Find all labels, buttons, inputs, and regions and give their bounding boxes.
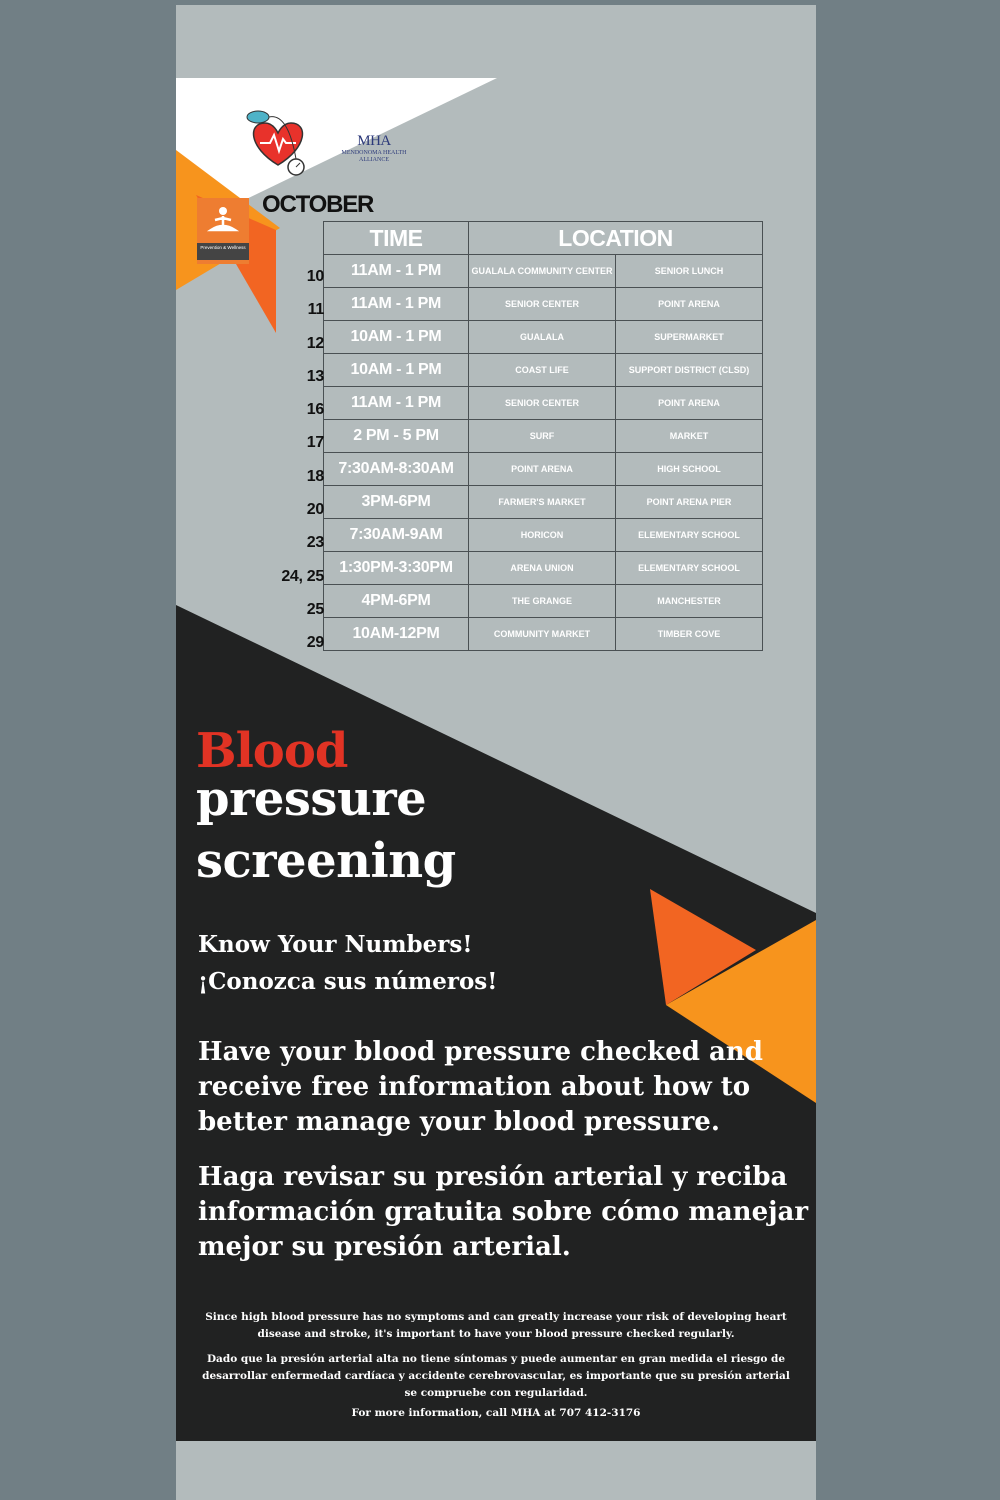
row-location-2: TIMBER COVE (616, 618, 763, 651)
row-location-2: SENIOR LUNCH (616, 255, 763, 288)
row-time: 11AM - 1 PM (324, 387, 469, 420)
footer-es: Dado que la presión arterial alta no tiene síntomas y puede aumentar en gran medida el riesgo de desarrollar enfermedad cardíaca y accidente cerebrovascular, es importante que su presión arterial se compruebe con regularidad. (202, 1353, 790, 1399)
meditation-icon (197, 198, 249, 242)
mha-logo (334, 133, 414, 164)
day-label: 20 (306, 501, 324, 519)
table-row (324, 519, 763, 552)
row-time: 11AM - 1 PM (324, 288, 469, 321)
row-location-1: POINT ARENA (469, 453, 616, 486)
day-label: 17 (306, 434, 324, 452)
table-row (324, 354, 763, 387)
row-location-1: THE GRANGE (469, 585, 616, 618)
row-location-2: ELEMENTARY SCHOOL (616, 519, 763, 552)
table-row (324, 618, 763, 651)
row-location-2: SUPERMARKET (616, 321, 763, 354)
row-location-1: HORICON (469, 519, 616, 552)
row-time: 11AM - 1 PM (324, 255, 469, 288)
row-location-2: POINT ARENA (616, 288, 763, 321)
prevention-wellness-badge (197, 198, 249, 264)
badge-label: Prevention & Wellness (197, 243, 249, 260)
row-location-2: SUPPORT DISTRICT (CLSD) (616, 354, 763, 387)
mha-logo-name: MENDONOMA HEALTH (341, 150, 407, 156)
row-location-2: POINT ARENA PIER (616, 486, 763, 519)
headline-blood: Blood (196, 723, 348, 779)
tagline-es: ¡Conozca sus números! (198, 968, 498, 995)
row-location-1: SENIOR CENTER (469, 288, 616, 321)
row-time: 3PM-6PM (324, 486, 469, 519)
row-location-1: SENIOR CENTER (469, 387, 616, 420)
day-label: 18 (306, 467, 324, 485)
day-label: 11 (307, 301, 324, 319)
row-time: 4PM-6PM (324, 585, 469, 618)
schedule-table (323, 221, 763, 651)
table-row (324, 453, 763, 486)
day-label: 13 (306, 367, 324, 385)
table-row (324, 486, 763, 519)
bottom-strip (176, 1441, 816, 1500)
row-location-1: ARENA UNION (469, 552, 616, 585)
row-time: 10AM - 1 PM (324, 354, 469, 387)
headline-pressure: pressure (196, 771, 427, 827)
day-label: 23 (306, 534, 324, 552)
table-header-row (324, 222, 763, 255)
table-row (324, 420, 763, 453)
day-label: 25 (306, 600, 324, 618)
day-column (236, 260, 324, 660)
row-location-1: GUALALA (469, 321, 616, 354)
location-header: LOCATION (469, 222, 763, 255)
mha-logo-sub: ALLIANCE (359, 157, 389, 163)
day-label: 12 (306, 334, 324, 352)
tagline (198, 926, 497, 1000)
day-label: 29 (306, 634, 324, 652)
row-time: 2 PM - 5 PM (324, 420, 469, 453)
row-location-2: ELEMENTARY SCHOOL (616, 552, 763, 585)
footer-en: Since high blood pressure has no symptoms and can greatly increase your risk of developing heart disease and stroke, it's important to have your blood pressure checked regularly. (205, 1311, 787, 1340)
row-time: 10AM-12PM (324, 618, 469, 651)
table-row (324, 552, 763, 585)
row-time: 7:30AM-8:30AM (324, 453, 469, 486)
headline-screening: screening (196, 833, 456, 889)
row-location-1: COMMUNITY MARKET (469, 618, 616, 651)
row-location-2: HIGH SCHOOL (616, 453, 763, 486)
row-time: 7:30AM-9AM (324, 519, 469, 552)
month-title: OCTOBER (262, 191, 374, 218)
tagline-en: Know Your Numbers! (198, 931, 473, 958)
row-time: 1:30PM-3:30PM (324, 552, 469, 585)
table-row (324, 288, 763, 321)
table-row (324, 255, 763, 288)
row-location-2: POINT ARENA (616, 387, 763, 420)
row-time: 10AM - 1 PM (324, 321, 469, 354)
row-location-1: GUALALA COMMUNITY CENTER (469, 255, 616, 288)
body-es: Haga revisar su presión arterial y reciba información gratuita sobre cómo manejar mejor su presión arterial. (198, 1162, 809, 1262)
row-location-2: MARKET (616, 420, 763, 453)
day-label: 24, 25 (281, 567, 324, 585)
footer-contact: For more information, call MHA at 707 412-3176 (351, 1407, 641, 1419)
row-location-1: FARMER'S MARKET (469, 486, 616, 519)
table-row (324, 321, 763, 354)
time-header: TIME (324, 222, 469, 255)
row-location-1: SURF (469, 420, 616, 453)
day-label: 16 (306, 401, 324, 419)
heart-monitor-icon (238, 105, 318, 185)
table-row (324, 387, 763, 420)
day-label: 10 (306, 268, 324, 285)
mha-logo-acronym: MHA (357, 133, 391, 149)
table-row (324, 585, 763, 618)
body-en: Have your blood pressure checked and receive free information about how to better manage your blood pressure. (198, 1037, 763, 1137)
row-location-1: COAST LIFE (469, 354, 616, 387)
poster (176, 5, 816, 1500)
row-location-2: MANCHESTER (616, 585, 763, 618)
